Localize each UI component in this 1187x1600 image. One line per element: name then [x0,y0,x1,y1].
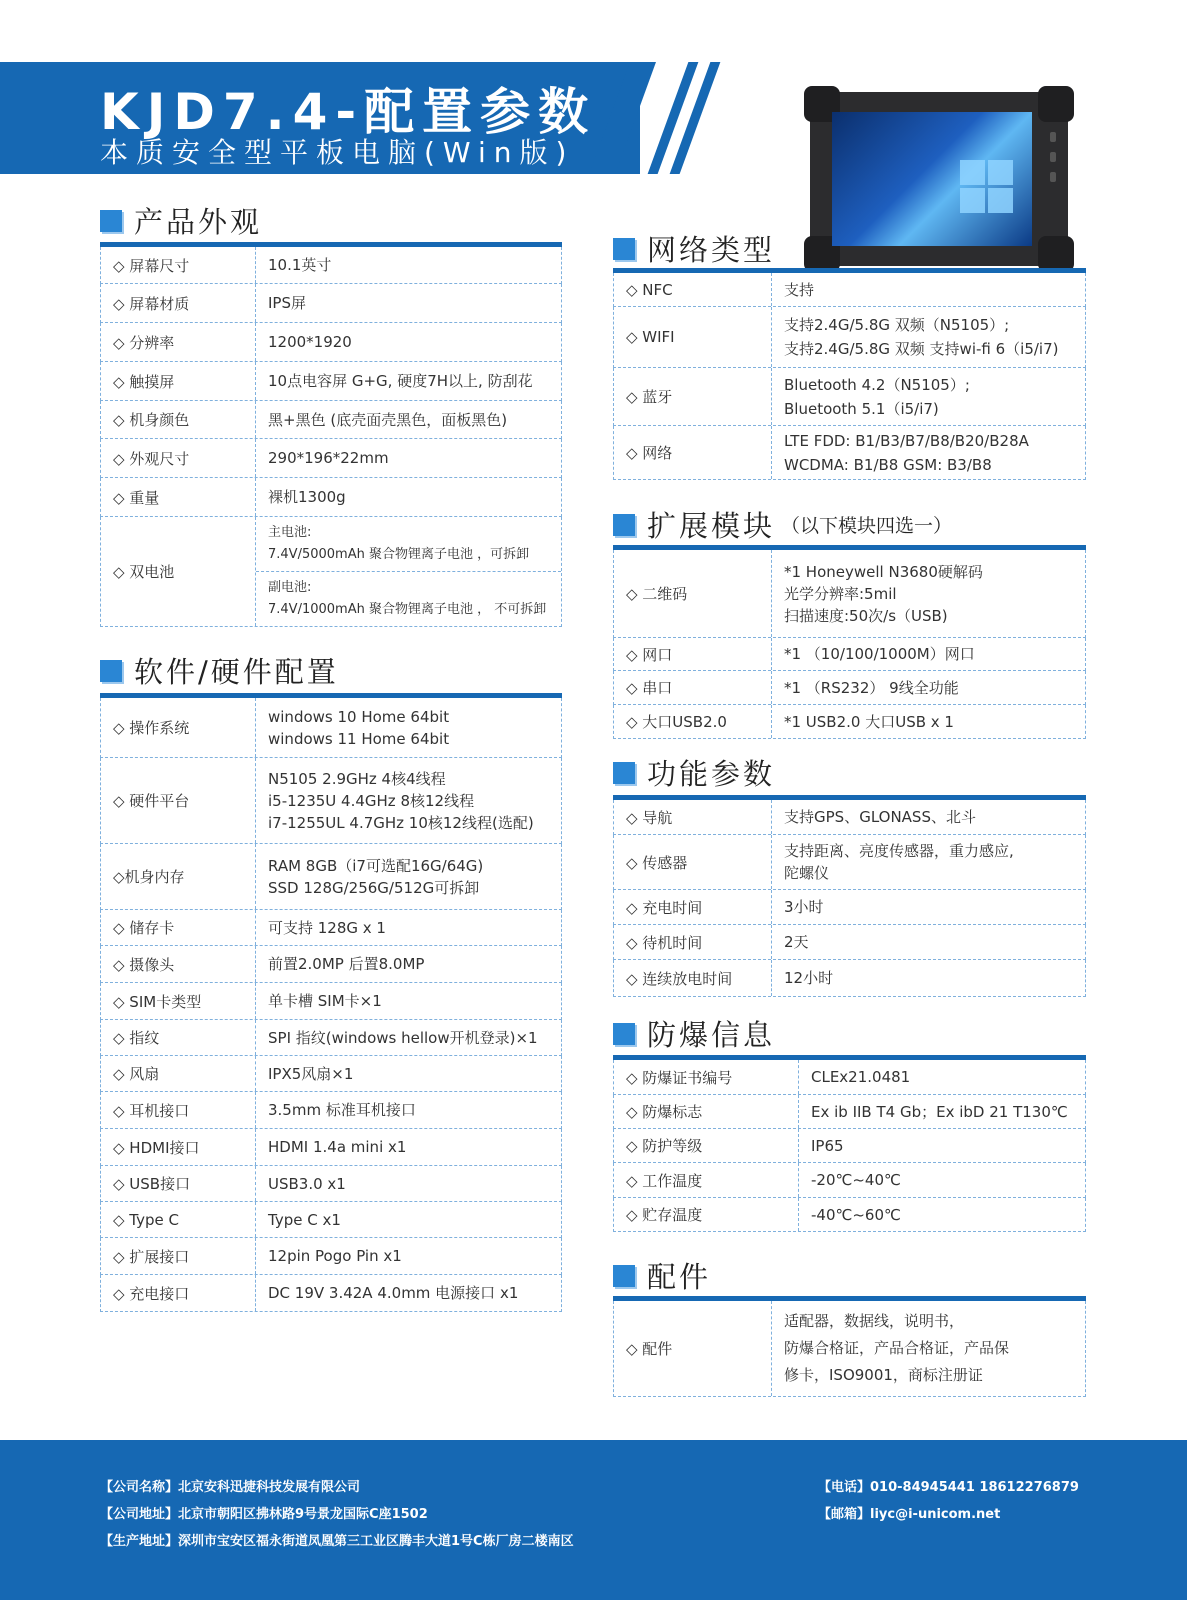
row-label: ◇ HDMI接口 [101,1129,256,1165]
row-label: ◇ 充电接口 [101,1275,256,1311]
row-value [256,1238,561,1274]
row-label: ◇ 防爆证书编号 [614,1060,799,1094]
row-label: ◇ 待机时间 [614,925,772,959]
row-value-line: Bluetooth 5.1（i5/i7) [784,399,939,418]
battery-subrow [256,517,561,571]
section-square-icon [613,514,635,536]
table-row [100,401,562,439]
row-value [799,1060,1085,1094]
row-value [772,1301,1085,1396]
row-value-line: windows 11 Home 64bit [268,729,450,748]
row-value [772,800,1085,834]
row-value-line: 3.5mm 标准耳机接口 [268,1101,416,1119]
row-value-line: IP65 [811,1136,844,1155]
row-label: ◇ 扩展接口 [101,1238,256,1274]
table-row [613,1301,1086,1397]
section-title-software: 软件/硬件配置 [100,650,339,691]
row-value [256,1275,561,1311]
page-title: KJD7.4-配置参数 [100,83,597,141]
section-square-icon [100,210,122,232]
table-row [613,835,1086,890]
row-value [772,705,1085,738]
row-value [799,1129,1085,1162]
row-label: ◇ 充电时间 [614,890,772,924]
row-value-line: *1 USB2.0 大口USB x 1 [784,712,954,731]
table-row [100,698,562,758]
section-title-expansion: 扩展模块 （以下模块四选一） [613,504,952,545]
page-subtitle: 本质安全型平板电脑(Win版) [100,136,575,169]
row-label: ◇ 触摸屏 [101,362,256,400]
table-row [100,247,562,284]
row-value-line: 290*196*22mm [268,449,389,467]
explosion-table [613,1055,1086,1232]
table-row [613,1163,1086,1198]
table-row [613,890,1086,925]
appearance-table [100,242,562,627]
section-title-explosion: 防爆信息 [613,1013,775,1054]
table-row [100,478,562,517]
table-row [613,1060,1086,1095]
table-row [613,550,1086,638]
row-value [772,307,1085,367]
table-row [613,1129,1086,1163]
battery-subrow [256,571,561,626]
row-label: ◇ 双电池 [101,517,256,626]
row-value [772,426,1085,479]
row-label: ◇ USB接口 [101,1166,256,1201]
footer-address: 【公司地址】北京市朝阳区拂林路9号景龙国际C座1502 [100,1507,428,1522]
row-value-line: 10.1英寸 [268,256,332,274]
function-table [613,795,1086,997]
row-label: ◇ 硬件平台 [101,758,256,843]
row-value-line: 2天 [784,933,809,951]
row-label: ◇机身内存 [101,844,256,909]
row-value [256,247,561,283]
row-label: ◇ NFC [614,273,772,306]
row-value [256,983,561,1019]
footer-company: 【公司名称】北京安科迅捷科技发展有限公司 [100,1480,361,1495]
table-row [613,800,1086,835]
row-label: ◇ 防爆标志 [614,1095,799,1128]
row-value-line: *1 Honeywell N3680硬解码 [784,562,983,581]
section-square-icon [613,238,635,260]
row-value [772,925,1085,959]
row-value-line: RAM 8GB（i7可选配16G/64G) [268,856,484,875]
row-value-line: 光学分辨率:5mil [784,584,897,603]
row-value-line: 适配器，数据线，说明书， [784,1312,965,1330]
row-value-line: 修卡，ISO9001，商标注册证 [784,1366,983,1384]
row-value-line: 支持距离、亮度传感器，重力感应, [784,842,1014,860]
table-row [613,925,1086,960]
row-value [256,698,561,757]
table-row [100,946,562,983]
row-value-line: 支持 [784,280,815,299]
table-row [100,1092,562,1129]
row-label: ◇ 分辨率 [101,323,256,361]
table-row [613,705,1086,739]
row-label: ◇ 大口USB2.0 [614,705,772,738]
table-row [613,1095,1086,1129]
row-label: ◇ 蓝牙 [614,368,772,425]
row-value [772,960,1085,996]
row-value-line: Bluetooth 4.2（N5105）; [784,375,970,394]
row-value [799,1198,1085,1231]
row-label: ◇ 配件 [614,1301,772,1396]
row-value-line: 1200*1920 [268,333,352,351]
table-row [100,910,562,946]
footer-factory: 【生产地址】深圳市宝安区福永街道凤凰第三工业区腾丰大道1号C栋厂房二楼南区 [100,1534,574,1549]
table-row [613,1198,1086,1232]
row-value [772,273,1085,306]
table-row [100,1166,562,1202]
row-label: ◇ 指纹 [101,1020,256,1055]
row-value-line: 黑+黑色 (底壳面壳黑色，面板黑色) [268,410,508,429]
row-label: ◇ 操作系统 [101,698,256,757]
table-row [100,323,562,362]
accessories-table [613,1296,1086,1397]
row-value-line: i7-1255UL 4.7GHz 10核12线程(选配) [268,813,534,832]
row-label: ◇ 网络 [614,426,772,479]
row-value-line: N5105 2.9GHz 4核4线程 [268,769,446,788]
row-value-line: 陀螺仪 [784,864,830,882]
row-value [772,368,1085,425]
table-row [613,273,1086,307]
row-value-line: *1 （RS232） 9线全功能 [784,678,959,697]
row-value-line: IPX5风扇×1 [268,1064,354,1083]
table-row [613,307,1086,368]
row-value-line: 可支持 128G x 1 [268,918,386,937]
row-value-line: WCDMA: B1/B8 GSM: B3/B8 [784,455,992,474]
row-value-line: CLEx21.0481 [811,1068,911,1086]
row-value [256,946,561,982]
row-label: ◇ 串口 [614,671,772,704]
row-value-line: i5-1235U 4.4GHz 8核12线程 [268,791,475,810]
row-label: ◇ 二维码 [614,550,772,637]
table-row [100,983,562,1020]
row-value-line: 裸机1300g [268,488,346,506]
row-value-line: 10点电容屏 G+G, 硬度7H以上, 防刮花 [268,372,533,390]
row-value [256,758,561,843]
row-value [256,844,561,909]
table-row [100,1056,562,1092]
row-value-line: IPS屏 [268,294,306,312]
row-value [772,835,1085,889]
table-row [613,960,1086,997]
row-label: ◇ 摄像头 [101,946,256,982]
row-value [256,1020,561,1055]
row-label: ◇ Type C [101,1202,256,1237]
row-label: ◇ SIM卡类型 [101,983,256,1019]
row-label: ◇ WIFI [614,307,772,367]
expansion-table [613,545,1086,739]
footer-phone: 【电话】010-84945441 18612276879 [818,1480,1079,1495]
row-value-line: 12pin Pogo Pin x1 [268,1247,402,1265]
row-value-line: -40℃~60℃ [811,1205,901,1224]
row-label: ◇ 外观尺寸 [101,439,256,477]
row-value [256,1202,561,1237]
row-value-line: SSD 128G/256G/512G可拆卸 [268,878,480,897]
row-label: ◇ 机身颜色 [101,401,256,438]
section-title-network: 网络类型 [613,228,775,269]
row-label: ◇ 连续放电时间 [614,960,772,996]
row-value-line: 前置2.0MP 后置8.0MP [268,955,425,973]
row-value [799,1163,1085,1197]
footer-email: 【邮箱】liyc@i-unicom.net [818,1507,1001,1522]
row-value-line: 单卡槽 SIM卡×1 [268,992,382,1010]
table-row [100,758,562,844]
row-label: ◇ 导航 [614,800,772,834]
table-row [613,426,1086,480]
table-row [100,1202,562,1238]
row-value-line: -20℃~40℃ [811,1171,901,1189]
row-value-line: *1 （10/100/1000M）网口 [784,645,975,663]
table-row [613,671,1086,705]
table-row [100,1238,562,1275]
row-value-line: HDMI 1.4a mini x1 [268,1138,407,1156]
row-value [256,1056,561,1091]
section-title-function: 功能参数 [613,752,775,793]
row-label: ◇ 风扇 [101,1056,256,1091]
section-title-accessories: 配件 [613,1255,711,1296]
battery-text: 7.4V/5000mAh 聚合物锂离子电池 ，可拆卸 [268,547,530,562]
row-value [256,401,561,438]
row-label: ◇ 网口 [614,638,772,670]
row-label: ◇ 耳机接口 [101,1092,256,1128]
row-value [799,1095,1085,1128]
table-row [100,844,562,910]
section-square-icon [613,762,635,784]
row-value-line: 支持GPS、GLONASS、北斗 [784,808,976,826]
row-value-line: LTE FDD: B1/B3/B7/B8/B20/B28A [784,431,1029,450]
battery-text: 主电池: [268,525,312,540]
row-value-line: windows 10 Home 64bit [268,707,450,726]
table-row [100,362,562,401]
table-row [100,439,562,478]
row-label: ◇ 工作温度 [614,1163,799,1197]
battery-row [100,517,562,627]
software-table [100,693,562,1312]
battery-values [256,517,561,626]
table-row [613,368,1086,426]
section-title-appearance: 产品外观 [100,200,262,241]
row-label: ◇ 防护等级 [614,1129,799,1162]
row-value-line: 支持2.4G/5.8G 双频 支持wi-fi 6（i5/i7) [784,340,1059,358]
battery-text: 副电池: [268,580,312,595]
row-label: ◇ 储存卡 [101,910,256,945]
row-value-line: Ex ib IIB T4 Gb；Ex ibD 21 T130℃ [811,1102,1068,1121]
row-value-line: Type C x1 [268,1210,341,1229]
row-value [256,478,561,516]
row-value [772,890,1085,924]
row-value-line: 12小时 [784,969,834,987]
section-square-icon [613,1265,635,1287]
table-row [100,284,562,323]
row-label: ◇ 重量 [101,478,256,516]
table-row [100,1129,562,1166]
tablet-product-image [810,92,1068,266]
row-value [772,671,1085,704]
section-square-icon [613,1023,635,1045]
row-value-line: SPI 指纹(windows hellow开机登录)×1 [268,1028,538,1047]
table-row [100,1275,562,1312]
row-value-line: 防爆合格证，产品合格证，产品保 [784,1339,1010,1357]
row-value [772,550,1085,637]
row-label: ◇ 传感器 [614,835,772,889]
row-value [256,439,561,477]
footer [0,1440,1187,1600]
row-label: ◇ 贮存温度 [614,1198,799,1231]
table-row [100,1020,562,1056]
row-value-line: 支持2.4G/5.8G 双频（N5105）; [784,316,1010,334]
row-value-line: 扫描速度:50次/s（USB) [784,606,948,625]
row-value [256,1129,561,1165]
section-square-icon [100,660,122,682]
row-label: ◇ 屏幕尺寸 [101,247,256,283]
row-value [256,910,561,945]
row-value [256,362,561,400]
row-value [256,323,561,361]
row-value [256,1166,561,1201]
row-value-line: USB3.0 x1 [268,1174,346,1193]
row-value-line: 3小时 [784,898,824,916]
table-row [613,638,1086,671]
row-value-line: DC 19V 3.42A 4.0mm 电源接口 x1 [268,1284,519,1302]
row-value [772,638,1085,670]
network-table [613,268,1086,480]
row-label: ◇ 屏幕材质 [101,284,256,322]
row-value [256,284,561,322]
battery-text: 7.4V/1000mAh 聚合物锂离子电池 ， 不可拆卸 [268,602,547,617]
row-value [256,1092,561,1128]
